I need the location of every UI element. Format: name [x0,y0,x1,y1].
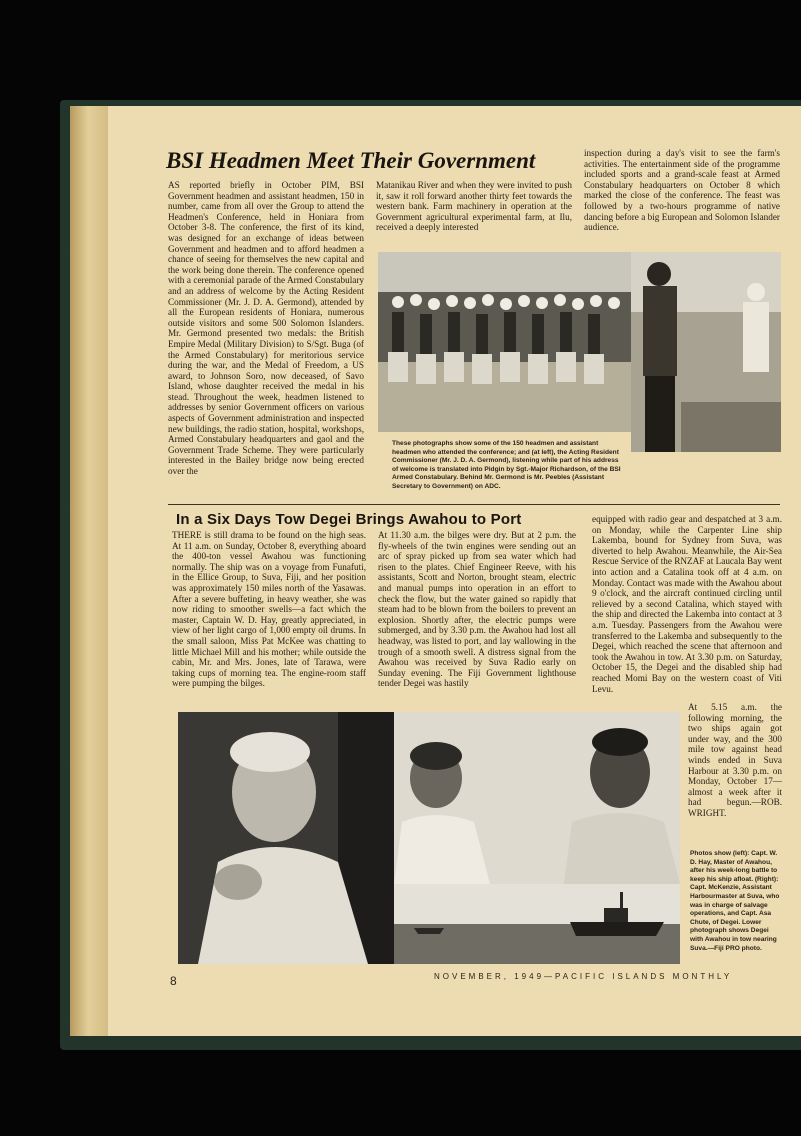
article1-photo-caption: These photographs show some of the 150 headmen and assistant headmen who attended the conference; and (at left), the Acting Resident Commissioner (Mr. J. D. A. Germond), listening while part of his address of welcome is translated into Pidgin by Sgt.-Major Richardson, of the BSI Armed Constabulary. Behind Mr. Germond is Mr. Peebles (Assistant Secretary to Government) on ADC. [392,440,621,490]
article2-photo-caption: Photos show (left): Capt. W. D. Hay, Master of Awahou, after his week-long battle to keep his ship afloat. (Right): Capt. McKenzie, Assistant Harbourmaster at Suva, who was in charge of salvage operations, and Capt. Asa Chute, of Degei. Lower photograph shows Degei with Awahou in tow nearing Suva.—Fiji PRO photo. [690,850,780,952]
page-number: 8 [170,974,177,988]
headmen-crowd-photo [378,252,631,432]
mckenzie-chute-photo [394,712,680,884]
magazine-page [108,106,801,1036]
article1-column-1: AS reported briefly in October PIM, BSI Government headmen and assistant headmen, 150 in number, came from all over the Group to attend the Headmen's Conference, held in Honiara from October 3-8. The conference, the first of its kind, was designed for an exchange of ideas between Government and headmen and to afford headmen a chance of seeing for themselves the new capital and the work being done therein. The conference opened with a ceremonial parade of the Armed Constabulary and an address of welcome by the Acting Resident Commissioner (Mr. J. D. A. Germond), attended by all the European residents of Honiara, numerous outside visitors and some 500 Solomon Islanders. Mr. Germond presented two medals: the British Empire Medal (Military Division) to S/Sgt. Buga (of the Armed Constabulary) for meritorious service during the war, and the Medal of Freedom, a US award, to Johnson Soro, now deceased, of Savo Island, whose daughter received the medal in his stead. Throughout the week, headmen listened to addresses by senior Government officers on various aspects of Government administration and inspected new buildings, the radio station, hospital, workshops, Armed Constabulary headquarters and gaol and the Government Trade Scheme. They were particularly interested in the Bailey bridge now being erected over the [168,180,364,477]
article1-column-2: Matanikau River and when they were invited to push it, saw it roll forward another thirty feet towards the western bank. Farm machinery in operation at the Government agricultural experimental farm, at Ilu, received a deeply interested [376,180,572,233]
article1-title: BSI Headmen Meet Their Government [166,148,536,173]
section-divider [168,504,780,505]
article1-column-3: inspection during a day's visit to see the farm's activities. The entertainment side of the programme included sports and a grand-scale feast at Armed Constabulary headquarters on October 8 which marked the close of the conference. The feast was followed by a two-hours programme of native dancing before a big European and Solomon Islander audience. [584,148,780,233]
article2-column-3-continued: At 5.15 a.m. the following morning, the two ships again got under way, and the 300 mile tow against head winds ended in Suva Harbour at 3.30 p.m. on Monday, October 17—almost a week after it had begun.—ROB. WRIGHT. [688,702,782,818]
article2-column-3: equipped with radio gear and despatched at 3 a.m. on Monday, while the Carpenter Line ship Lakemba, bound for Sydney from Suva, was diverted to help Awahou. Meanwhile, the Air-Sea Rescue Service of the RNZAF at Laucala Bay went into action and a Catalina took off at 4 a.m. on Monday. Contact was made with the Awahou about 9 o'clock, and the aircraft continued circling until relieved by a second Catalina, which stayed with the ship and directed the Lakemba into contact at 3 a.m. Tuesday. Passengers from the Awahou were transferred to the Lakemba and subsequently to the Degei, which reached the scene that afternoon and took the Awahou in tow. At 3.30 p.m. on Saturday, October 15, the Degei and the disabled ship had reached Momi Bay on the western coast of Viti Levu. [592,514,782,694]
degei-tow-photo [394,884,680,964]
article2-column-1: THERE is still drama to be found on the high seas. At 11 a.m. on Sunday, October 8, everything aboard the 400-ton vessel Awahou was functioning normally. The ship was on a voyage from Funafuti, in the Ellice Group, to Suva, Fiji, and her position was approximately 150 miles north of the Yasawas. After a severe buffeting, in heavy weather, she was now riding to smoother swells—a fact which the master, Captain W. D. Hay, greatly appreciated, in view of her light cargo of 1,000 empty oil drums. In the small saloon, Miss Pat McKee was chatting to little Michael Mill and his mother; while outside the cabin, Mr. and Mrs. Jones, late of Tarawa, were taking cups of morning tea. The engine-room staff were pumping the bilges. [172,530,366,689]
captain-hay-photo [178,712,394,964]
article2-title: In a Six Days Tow Degei Brings Awahou to Port [176,511,522,528]
article2-column-2: At 11.30 a.m. the bilges were dry. But at 2 p.m. the fly-wheels of the twin engines were sending out an arc of spray picked up from sea water which had risen to the plates. Chief Engineer Reeve, with his assistants, Scott and Norton, brought steam, electric and manual pumps into operation in an effort to check the flow, but the water gained so rapidly that steam had to be blown from the boilers to prevent an explosion. Shortly after, the electric pumps were submerged, and by 3.30 p.m. the Awahou had lost all headway, was listed to port, and lay wallowing in the trough of a smooth swell. A distress signal from the Awahou was received by Suva Radio early on Sunday evening. The Fiji Government lighthouse tender Degei was hastily [378,530,576,689]
running-footer: NOVEMBER, 1949—PACIFIC ISLANDS MONTHLY [434,972,733,981]
commissioner-photo [631,252,781,452]
